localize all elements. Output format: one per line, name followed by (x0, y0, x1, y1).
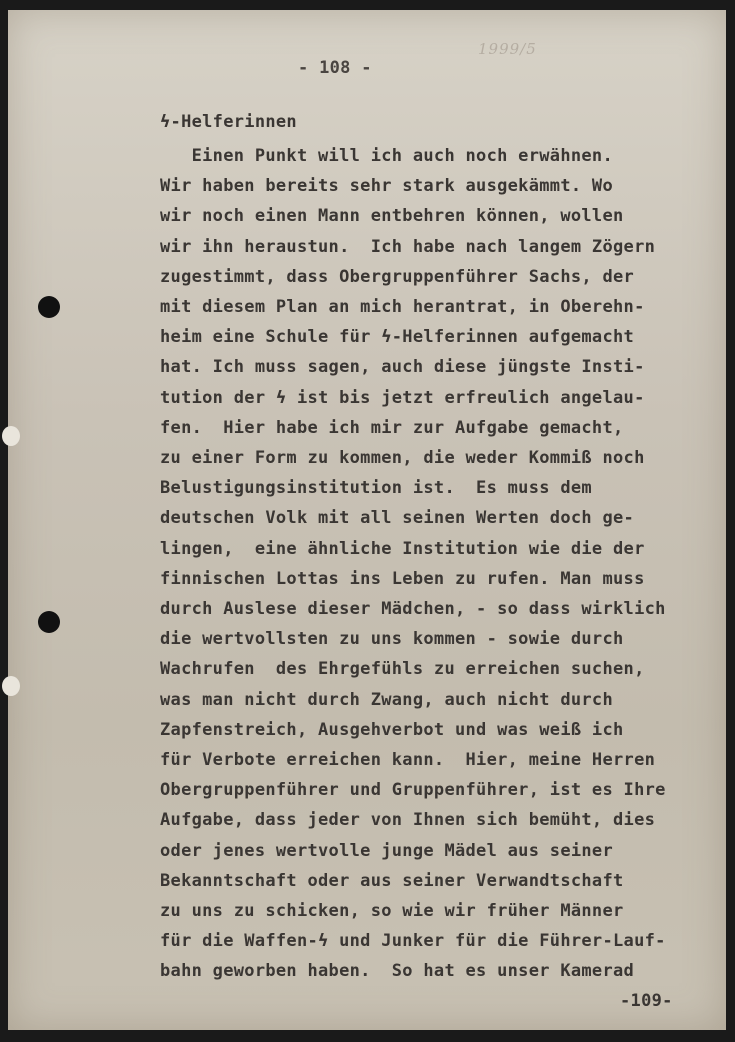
body-line: wir ihn heraustun. Ich habe nach langem Zögern (160, 236, 656, 257)
punch-hole-bottom (38, 611, 60, 633)
body-line: Zapfenstreich, Ausgehverbot und was weiß ich (160, 719, 624, 740)
handwritten-annotation: 1999/5 (478, 40, 537, 58)
body-line: wir noch einen Mann entbehren können, wollen (160, 206, 624, 227)
punch-hole-top (38, 296, 60, 318)
body-line: Obergruppenführer und Gruppenführer, ist es Ihre (160, 780, 666, 801)
punch-notch-upper (2, 426, 20, 446)
punch-notch-lower (2, 676, 20, 696)
body-line: fen. Hier habe ich mir zur Aufgabe gemacht, (160, 417, 624, 438)
body-line: hat. Ich muss sagen, auch diese jüngste Insti- (160, 357, 645, 378)
next-page-number: -109- (620, 991, 673, 1011)
body-line: Aufgabe, dass jeder von Ihnen sich bemüht, dies (160, 810, 656, 831)
body-line: Wir haben bereits sehr stark ausgekämmt. Wo (160, 176, 613, 197)
body-line: oder jenes wertvolle junge Mädel aus seiner (160, 840, 613, 861)
body-line: bahn geworben haben. So hat es unser Kamerad (160, 961, 635, 982)
body-line: mit diesem Plan an mich herantrat, in Oberehn- (160, 297, 645, 317)
body-line: tution der ϟ ist bis jetzt erfreulich angelau- (160, 387, 645, 408)
page-number: - 108 - (298, 58, 372, 78)
section-heading: ϟ-Helferinnen (160, 112, 297, 132)
body-line: zu einer Form zu kommen, die weder Kommiß noch (160, 448, 645, 468)
body-line: was man nicht durch Zwang, auch nicht durch (160, 689, 613, 710)
body-line: heim eine Schule für ϟ-Helferinnen aufgemacht (160, 327, 635, 348)
body-line: Wachrufen des Ehrgefühls zu erreichen suchen, (160, 659, 645, 680)
body-line: deutschen Volk mit all seinen Werten doch ge- (160, 508, 635, 529)
body-line: Bekanntschaft oder aus seiner Verwandtschaft (160, 870, 624, 891)
body-line: Belustigungsinstitution ist. Es muss dem (160, 478, 592, 499)
body-line: für Verbote erreichen kann. Hier, meine Herren (160, 750, 656, 770)
body-line: zu uns zu schicken, so wie wir früher Männer (160, 901, 624, 921)
body-line: zugestimmt, dass Obergruppenführer Sachs, der (160, 266, 635, 287)
body-line: für die Waffen-ϟ und Junker für die Führer-Lauf- (160, 931, 666, 952)
body-line: die wertvollsten zu uns kommen - sowie durch (160, 629, 624, 650)
body-line: Einen Punkt will ich auch noch erwähnen. (160, 146, 613, 166)
body-line: finnischen Lottas ins Leben zu rufen. Man muss (160, 568, 645, 589)
body-line: lingen, eine ähnliche Institution wie die der (160, 538, 645, 559)
body-line: durch Auslese dieser Mädchen, - so dass wirklich (160, 599, 666, 619)
